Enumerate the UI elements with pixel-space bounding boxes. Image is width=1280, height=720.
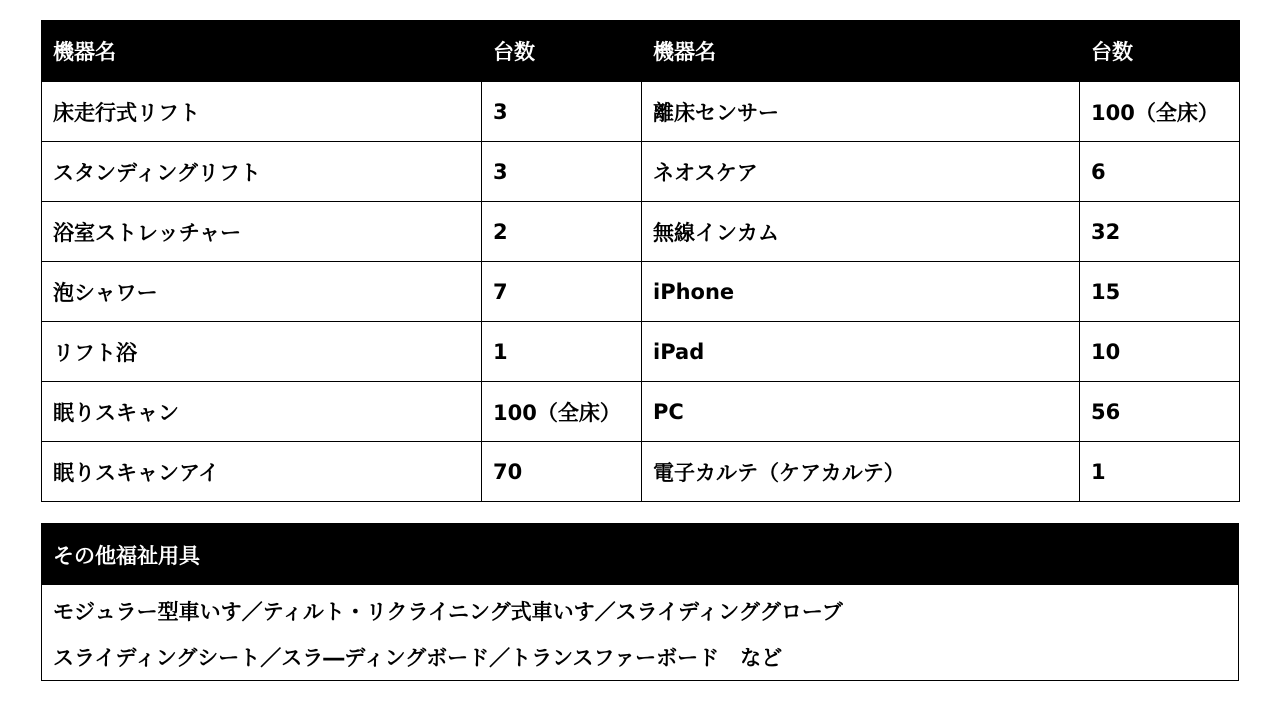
table-row <box>42 382 1240 442</box>
count-cell: 1 <box>1080 442 1240 502</box>
header-device-name-2: 機器名 <box>642 21 1080 82</box>
device-name-cell: スタンディングリフト <box>42 142 482 202</box>
other-supplies-box <box>41 523 1239 681</box>
header-count-2: 台数 <box>1080 21 1240 82</box>
count-cell: 15 <box>1080 262 1240 322</box>
table-row <box>42 142 1240 202</box>
other-supplies-line: モジュラー型車いす／ティルト・リクライニング式車いす／スライディンググローブ <box>53 599 843 624</box>
count-cell: 1 <box>482 322 642 382</box>
count-cell: 100（全床） <box>1080 82 1240 142</box>
device-name-cell: 眠りスキャンアイ <box>42 442 482 502</box>
count-cell: 32 <box>1080 202 1240 262</box>
other-supplies-title: その他福祉用具 <box>42 524 1238 585</box>
count-cell: 10 <box>1080 322 1240 382</box>
device-name-cell: iPad <box>642 322 1080 382</box>
count-cell: 100（全床） <box>482 382 642 442</box>
device-name-cell: 無線インカム <box>642 202 1080 262</box>
count-cell: 70 <box>482 442 642 502</box>
table-row <box>42 262 1240 322</box>
device-name-cell: リフト浴 <box>42 322 482 382</box>
other-supplies-line: スライディングシート／スラ―ディングボード／トランスファーボード など <box>53 645 783 670</box>
device-name-cell: 離床センサー <box>642 82 1080 142</box>
count-cell: 7 <box>482 262 642 322</box>
table-row <box>42 322 1240 382</box>
device-name-cell: 床走行式リフト <box>42 82 482 142</box>
header-device-name-1: 機器名 <box>42 21 482 82</box>
count-cell: 3 <box>482 82 642 142</box>
device-name-cell: ネオスケア <box>642 142 1080 202</box>
header-count-1: 台数 <box>482 21 642 82</box>
count-cell: 6 <box>1080 142 1240 202</box>
device-name-cell: 浴室ストレッチャー <box>42 202 482 262</box>
device-name-cell: 眠りスキャン <box>42 382 482 442</box>
count-cell: 3 <box>482 142 642 202</box>
count-cell: 2 <box>482 202 642 262</box>
table-row <box>42 202 1240 262</box>
table-row <box>42 82 1240 142</box>
table-row <box>42 442 1240 502</box>
equipment-table <box>41 20 1240 502</box>
table-header-row <box>42 21 1240 82</box>
count-cell: 56 <box>1080 382 1240 442</box>
device-name-cell: 泡シャワー <box>42 262 482 322</box>
device-name-cell: 電子カルテ（ケアカルテ） <box>642 442 1080 502</box>
device-name-cell: PC <box>642 382 1080 442</box>
device-name-cell: iPhone <box>642 262 1080 322</box>
